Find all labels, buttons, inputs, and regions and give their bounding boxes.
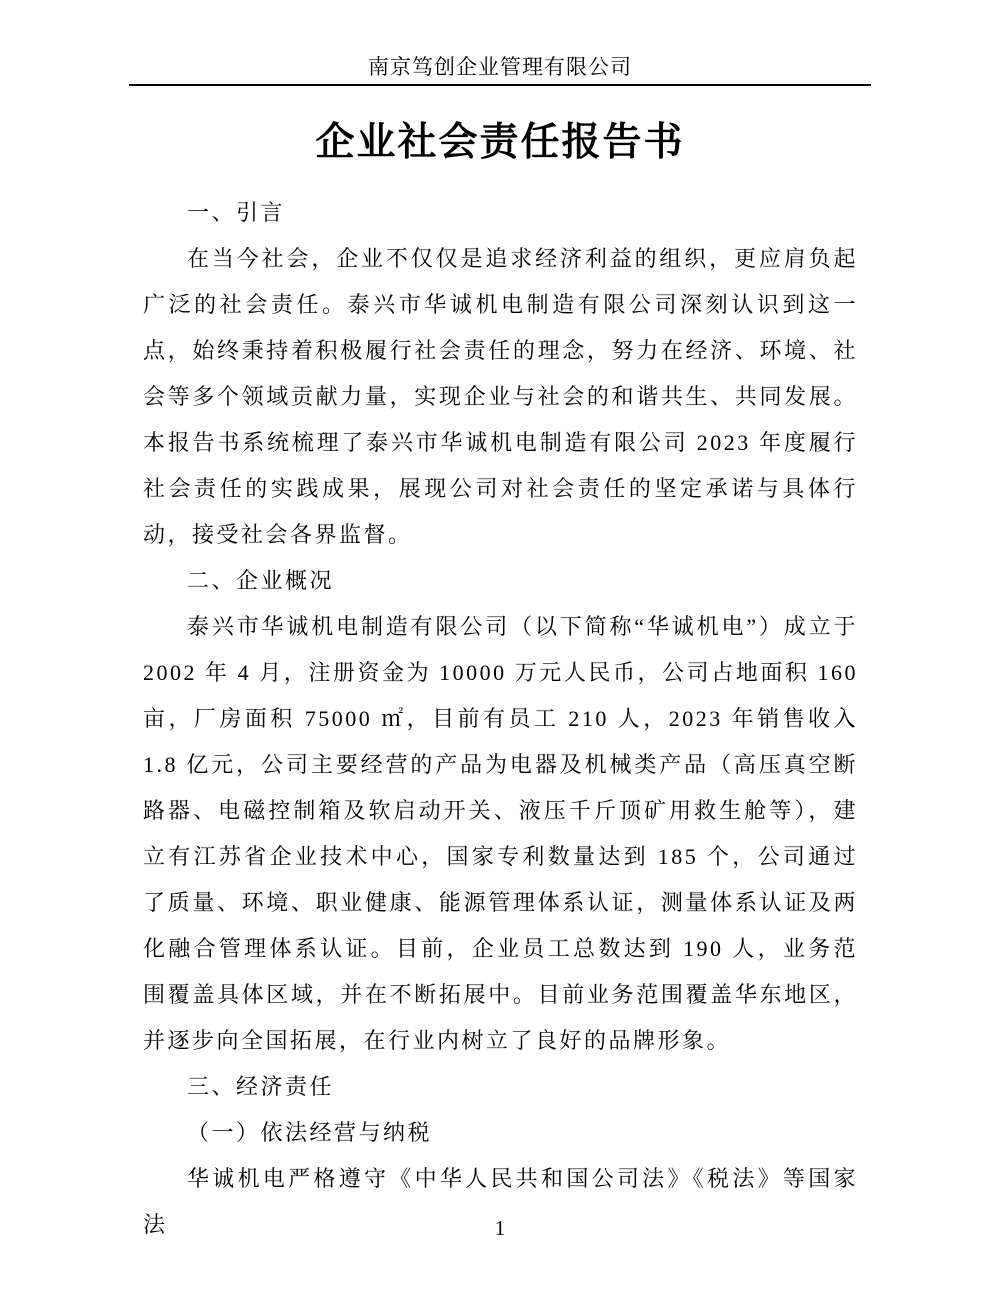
page-number: 1 — [494, 1216, 506, 1240]
header-company-name: 南京笃创企业管理有限公司 — [368, 55, 632, 79]
document-body — [143, 190, 858, 1248]
paragraph-company-overview: 泰兴市华诚机电制造有限公司（以下简称“华诚机电”）成立于 2002 年 4 月，注册资金为 10000 万元人民币，公司占地面积 160 亩，厂房面积 75000 ㎡，目前有员工 210 人，2023 年销售收入 1.8 亿元，公司主要经营的产品为电器及机械类产品（高压真空断路器、电磁控制箱及软启动开关、液压千斤顶矿用救生舱等），建立有江苏省企业技术中心，国家专利数量达到 185 个，公司通过了质量、环境、职业健康、能源管理体系认证，测量体系认证及两化融合管理体系认证。目前，企业员工总数达到 190 人，业务范围覆盖具体区域，并在不断拓展中。目前业务范围覆盖华东地区，并逐步向全国拓展，在行业内树立了良好的品牌形象。 — [143, 614, 858, 1053]
section-heading-company-overview: 二、企业概况 — [187, 568, 335, 593]
paragraph-introduction: 在当今社会，企业不仅仅是追求经济利益的组织，更应肩负起广泛的社会责任。泰兴市华诚机电制造有限公司深刻认识到这一点，始终秉持着积极履行社会责任的理念，努力在经济、环境、社会等多个领域贡献力量，实现企业与社会的和谐共生、共同发展。本报告书系统梳理了泰兴市华诚机电制造有限公司 2023 年度履行社会责任的实践成果，展现公司对社会责任的坚定承诺与具体行动，接受社会各界监督。 — [143, 246, 858, 547]
section-heading-economic-responsibility: 三、经济责任 — [187, 1074, 335, 1099]
header-rule — [129, 84, 871, 86]
paragraph-lawful-operation-tax: 华诚机电严格遵守《中华人民共和国公司法》《税法》等国家法 — [143, 1166, 858, 1237]
subsection-heading-lawful-operation-tax: （一）依法经营与纳税 — [187, 1120, 433, 1145]
document-title: 企业社会责任报告书 — [315, 121, 685, 164]
page-header — [0, 0, 1000, 86]
section-heading-introduction: 一、引言 — [187, 200, 286, 225]
